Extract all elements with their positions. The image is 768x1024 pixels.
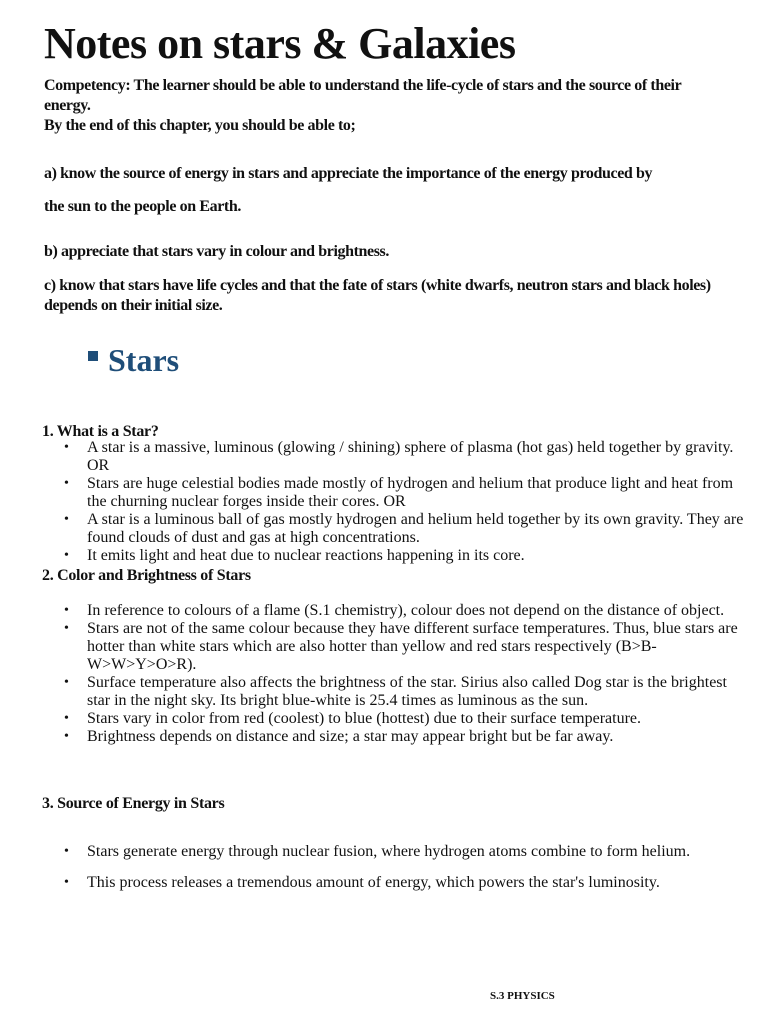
bullet-icon: • (64, 603, 69, 618)
objective-a-line2: the sun to the people on Earth. (44, 198, 241, 215)
bullet-icon: • (64, 512, 69, 527)
square-bullet-icon (88, 351, 98, 361)
bullet-icon: • (64, 440, 69, 455)
list-item: • In reference to colours of a flame (S.1 chemistry), colour does not depend on the distance of object. (64, 602, 725, 619)
objective-c: c) know that stars have life cycles and that the fate of stars (white dwarfs, neutron stars and black holes) depends on their initial size. (44, 277, 711, 314)
section-heading-text: Stars (108, 342, 180, 378)
bullet-icon: • (64, 548, 69, 563)
list-item: • Surface temperature also affects the brightness of the star. Sirius also called Dog star is the brightest star in the night sky. Its bright blue-white is 25.4 times as luminous as the sun. (64, 674, 727, 709)
objective-b: b) appreciate that stars vary in colour and brightness. (44, 243, 389, 260)
bullet-icon: • (64, 844, 69, 859)
bullet-icon: • (64, 875, 69, 890)
bullet-icon: • (64, 621, 69, 636)
bullet-icon: • (64, 675, 69, 690)
intro-block (44, 76, 724, 136)
intro-lead: By the end of this chapter, you should be able to; (44, 117, 356, 134)
list-item: • A star is a massive, luminous (glowing / shining) sphere of plasma (hot gas) held together by gravity. OR (64, 439, 734, 474)
question-color-brightness: 2. Color and Brightness of Stars (42, 567, 251, 584)
bullet-icon: • (64, 711, 69, 726)
bullet-icon: • (64, 476, 69, 491)
list-item: • Stars are not of the same colour because they have different surface temperatures. Thus, blue stars are hotter than white stars which are also hotter than yellow and red stars respectively (B>B-W>W>Y>O>R). (64, 620, 738, 673)
page-title: Notes on stars & Galaxies (44, 19, 516, 68)
list-item: • Stars are huge celestial bodies made mostly of hydrogen and helium that produce light and heat from the churning nuclear forges inside their cores. OR (64, 475, 734, 510)
question-what-is-a-star: 1. What is a Star? (42, 423, 159, 440)
competency-text: Competency: The learner should be able to understand the life-cycle of stars and the source of their energy. (44, 77, 681, 114)
list-item: • It emits light and heat due to nuclear reactions happening in its core. (64, 547, 525, 564)
list-source-of-energy (64, 843, 754, 892)
objective-a-line1: a) know the source of energy in stars and appreciate the importance of the energy produced by (44, 165, 653, 182)
bullet-icon: • (64, 729, 69, 744)
page-footer: S.3 PHYSICS (490, 990, 555, 1002)
list-item: • Stars vary in color from red (coolest) to blue (hottest) due to their surface temperature. (64, 710, 642, 727)
list-item: • A star is a luminous ball of gas mostly hydrogen and helium held together by its own gravity. They are found clouds of dust and gas at high concentrations. (64, 511, 744, 546)
list-item: • Brightness depends on distance and size; a star may appear bright but be far away. (64, 728, 614, 745)
question-source-of-energy: 3. Source of Energy in Stars (42, 795, 225, 812)
section-heading-stars (88, 340, 179, 380)
list-item: • This process releases a tremendous amount of energy, which powers the star's luminosity. (64, 874, 660, 891)
list-color-brightness (64, 602, 754, 746)
list-item: • Stars generate energy through nuclear fusion, where hydrogen atoms combine to form helium. (64, 843, 691, 860)
list-what-is-a-star (64, 439, 754, 565)
